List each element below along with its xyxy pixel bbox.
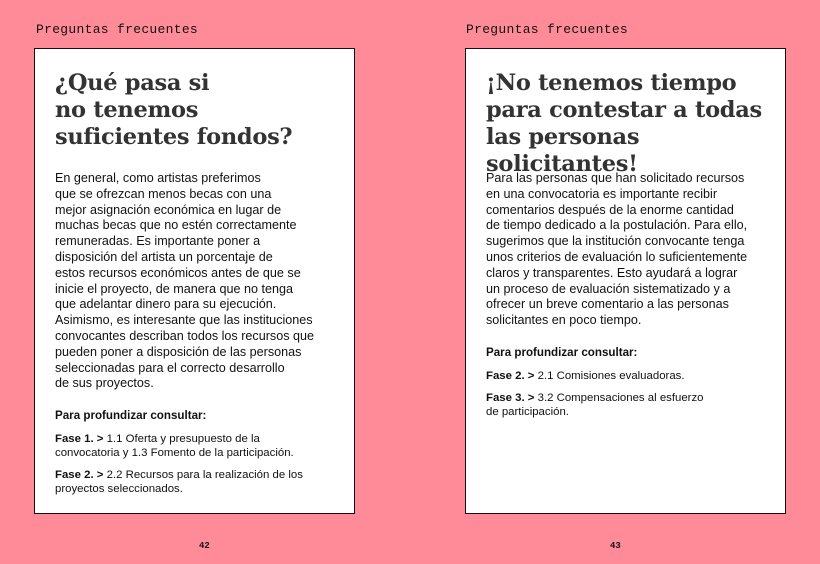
phase-text: 1.1 Oferta y presupuesto de la (103, 433, 260, 445)
title-line: ¿Qué pasa si (55, 70, 210, 96)
phase-text: de participación. (486, 406, 569, 418)
body-line: estos recursos económicos antes de que se (55, 265, 301, 280)
body-line: de tiempo dedicado a la postulación. Para ello, (486, 218, 748, 233)
further-reading (486, 346, 772, 427)
faq-card (465, 48, 786, 514)
running-header: Preguntas frecuentes (36, 22, 199, 37)
body-line: Para las personas que han solicitado recursos (486, 171, 745, 185)
faq-card (34, 48, 355, 514)
body-line: un proceso de evaluación sistematizado y a (486, 281, 731, 296)
phase-label: Fase 2. > (486, 370, 535, 382)
phase-text: 2.1 Comisiones evaluadoras. (534, 370, 685, 382)
body-line: comentarios después de la enorme cantidad (486, 202, 734, 217)
body-line: ofrecer un breve comentario a las personas (486, 297, 729, 312)
phase-label: Fase 1. > (55, 433, 104, 445)
right-page (410, 0, 820, 564)
body-line: claros y transparentes. Esto ayudará a lograr (486, 265, 738, 280)
body-line: pueden poner a disposición de las personas (55, 344, 302, 359)
phase-label: Fase 3. > (486, 392, 535, 404)
phase-reference (55, 468, 341, 496)
body-line: Asimismo, es interesante que las instituciones (55, 313, 313, 328)
title-line: no tenemos (55, 97, 199, 123)
body-line: sugerimos que la institución convocante tenga (486, 234, 745, 249)
faq-answer-text (55, 171, 353, 392)
faq-answer-text (486, 171, 778, 329)
running-header: Preguntas frecuentes (466, 22, 629, 37)
body-line: que se ofrezcan menos becas con una (55, 186, 272, 201)
body-line: remuneradas. Es importante poner a (55, 234, 261, 249)
phase-text: 2.2 Recursos para la realización de los (103, 469, 303, 481)
body-line: de sus proyectos. (55, 376, 154, 391)
body-line: mejor asignación económica en lugar de (55, 202, 282, 217)
body-line: en una convocatoria es importante recibir (486, 186, 718, 201)
page-number: 42 (199, 541, 210, 551)
body-line: solicitantes en poco tiempo. (486, 313, 642, 328)
phase-text: 3.2 Compensaciones al esfuerzo (534, 392, 704, 404)
body-line: seleccionadas para el correcto desarrollo (55, 360, 285, 375)
body-line: convocantes describan todos los recursos que (55, 328, 315, 343)
phase-reference (55, 432, 341, 460)
page-number: 43 (610, 541, 621, 551)
title-line: ¡No tenemos tiempo (486, 70, 737, 96)
faq-question-title (486, 70, 782, 178)
title-line: las personas solicitantes! (486, 124, 640, 177)
body-line: muchas becas que no estén correctamente (55, 218, 297, 233)
title-line: suficientes fondos? (55, 124, 293, 150)
phase-text: convocatoria y 1.3 Fomento de la participación. (55, 447, 294, 459)
phase-reference (486, 369, 772, 383)
faq-question-title (55, 70, 345, 151)
body-line: inicie el proyecto, de manera que no tenga (55, 281, 294, 296)
body-line: En general, como artistas preferimos (55, 171, 261, 185)
further-reading (55, 409, 341, 504)
further-reading-heading: Para profundizar consultar: (486, 346, 638, 359)
phase-label: Fase 2. > (55, 469, 104, 481)
body-line: que adelantar dinero para su ejecución. (55, 297, 277, 312)
further-reading-heading: Para profundizar consultar: (55, 409, 207, 422)
phase-reference (486, 391, 772, 419)
body-line: unos criterios de evaluación lo suficientemente (486, 249, 748, 264)
title-line: para contestar a todas (486, 97, 762, 123)
phase-text: proyectos seleccionados. (55, 483, 183, 495)
body-line: disposición del artista un porcentaje de (55, 249, 273, 264)
